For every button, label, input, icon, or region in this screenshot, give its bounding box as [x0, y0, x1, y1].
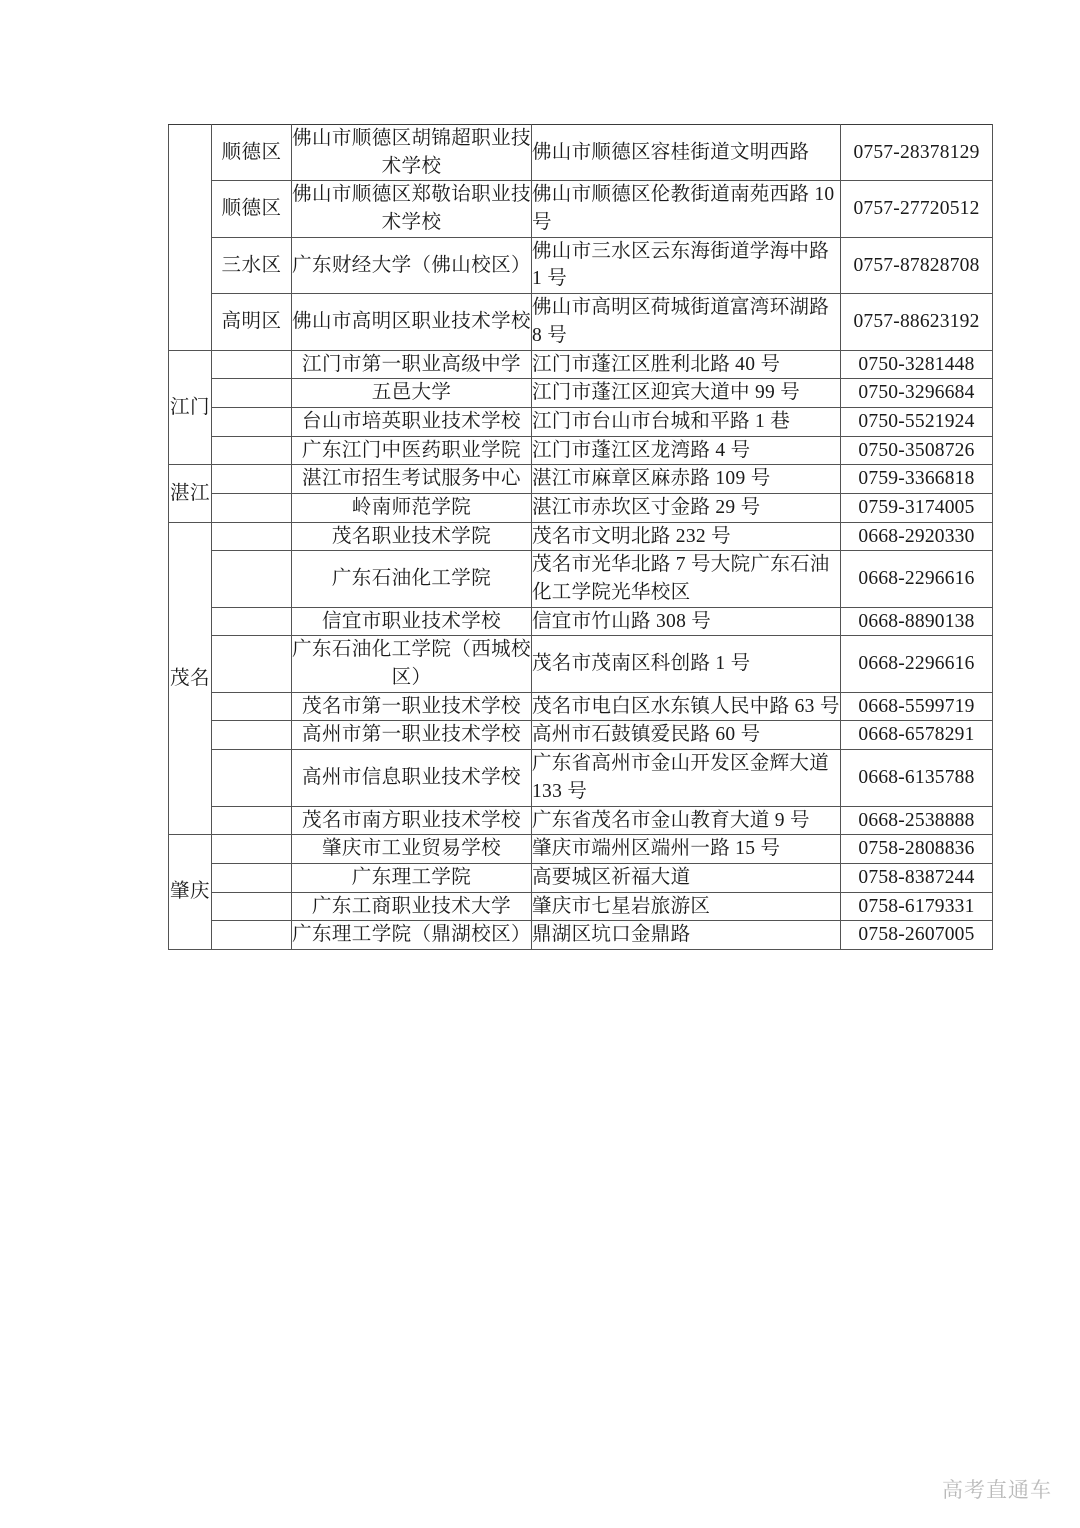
school-name-cell: 五邑大学 [292, 379, 532, 408]
address-cell: 江门市蓬江区龙湾路 4 号 [532, 436, 841, 465]
table-row [169, 636, 993, 692]
table-row [169, 350, 993, 379]
district-cell [212, 407, 292, 436]
address-cell: 鼎湖区坑口金鼎路 [532, 921, 841, 950]
contact-table-container [168, 124, 992, 950]
phone-number-cell: 0750-5521924 [841, 407, 993, 436]
address-cell: 佛山市三水区云东海街道学海中路 1 号 [532, 237, 841, 293]
table-row [169, 407, 993, 436]
table-row [169, 551, 993, 607]
phone-number-cell: 0757-28378129 [841, 125, 993, 181]
phone-number-cell: 0759-3366818 [841, 465, 993, 494]
address-cell: 湛江市赤坎区寸金路 29 号 [532, 493, 841, 522]
table-row [169, 921, 993, 950]
table-row [169, 465, 993, 494]
table-row [169, 892, 993, 921]
district-cell [212, 436, 292, 465]
address-cell: 信宜市竹山路 308 号 [532, 607, 841, 636]
phone-number-cell: 0758-2808836 [841, 835, 993, 864]
school-name-cell: 茂名职业技术学院 [292, 522, 532, 551]
district-cell [212, 551, 292, 607]
phone-number-cell: 0757-27720512 [841, 181, 993, 237]
school-name-cell: 广东财经大学（佛山校区） [292, 237, 532, 293]
city-cell: 茂名 [169, 522, 212, 835]
phone-number-cell: 0668-2920330 [841, 522, 993, 551]
school-name-cell: 茂名市南方职业技术学校 [292, 806, 532, 835]
table-row [169, 835, 993, 864]
district-cell [212, 863, 292, 892]
district-cell: 三水区 [212, 237, 292, 293]
school-name-cell: 广东工商职业技术大学 [292, 892, 532, 921]
address-cell: 肇庆市七星岩旅游区 [532, 892, 841, 921]
district-cell [212, 493, 292, 522]
address-cell: 茂名市电白区水东镇人民中路 63 号 [532, 692, 841, 721]
address-cell: 佛山市顺德区容桂街道文明西路 [532, 125, 841, 181]
table-row [169, 493, 993, 522]
city-cell: 湛江 [169, 465, 212, 522]
table-row [169, 379, 993, 408]
address-cell: 茂名市光华北路 7 号大院广东石油化工学院光华校区 [532, 551, 841, 607]
address-cell: 佛山市高明区荷城街道富湾环湖路 8 号 [532, 294, 841, 350]
school-name-cell: 广东理工学院 [292, 863, 532, 892]
district-cell [212, 750, 292, 806]
phone-number-cell: 0758-6179331 [841, 892, 993, 921]
address-cell: 高要城区祈福大道 [532, 863, 841, 892]
school-name-cell: 广东理工学院（鼎湖校区） [292, 921, 532, 950]
table-row [169, 721, 993, 750]
district-cell [212, 921, 292, 950]
city-cell: 江门 [169, 350, 212, 465]
district-cell [212, 721, 292, 750]
table-row [169, 125, 993, 181]
table-row [169, 863, 993, 892]
district-cell [212, 522, 292, 551]
district-cell [212, 692, 292, 721]
district-cell [212, 892, 292, 921]
address-cell: 江门市蓬江区胜利北路 40 号 [532, 350, 841, 379]
school-name-cell: 湛江市招生考试服务中心 [292, 465, 532, 494]
phone-number-cell: 0668-6578291 [841, 721, 993, 750]
school-name-cell: 岭南师范学院 [292, 493, 532, 522]
district-cell [212, 379, 292, 408]
table-row [169, 522, 993, 551]
watermark-text: 高考直通车 [942, 1478, 1052, 1502]
school-name-cell: 广东石油化工学院（西城校区） [292, 636, 532, 692]
district-cell [212, 636, 292, 692]
table-body [169, 125, 993, 950]
school-name-cell: 佛山市顺德区郑敬诒职业技术学校 [292, 181, 532, 237]
phone-number-cell: 0750-3508726 [841, 436, 993, 465]
city-cell: 肇庆 [169, 835, 212, 950]
school-name-cell: 信宜市职业技术学校 [292, 607, 532, 636]
address-cell: 高州市石鼓镇爱民路 60 号 [532, 721, 841, 750]
address-cell: 湛江市麻章区麻赤路 109 号 [532, 465, 841, 494]
phone-number-cell: 0750-3296684 [841, 379, 993, 408]
phone-number-cell: 0668-6135788 [841, 750, 993, 806]
district-cell [212, 835, 292, 864]
phone-number-cell: 0757-88623192 [841, 294, 993, 350]
table-row [169, 181, 993, 237]
address-cell: 江门市台山市台城和平路 1 巷 [532, 407, 841, 436]
phone-number-cell: 0750-3281448 [841, 350, 993, 379]
address-cell: 佛山市顺德区伦教街道南苑西路 10 号 [532, 181, 841, 237]
school-name-cell: 高州市第一职业技术学校 [292, 721, 532, 750]
district-cell: 顺德区 [212, 181, 292, 237]
address-cell: 广东省茂名市金山教育大道 9 号 [532, 806, 841, 835]
school-name-cell: 肇庆市工业贸易学校 [292, 835, 532, 864]
table-row [169, 436, 993, 465]
table-row [169, 237, 993, 293]
phone-number-cell: 0758-2607005 [841, 921, 993, 950]
school-name-cell: 广东石油化工学院 [292, 551, 532, 607]
address-cell: 江门市蓬江区迎宾大道中 99 号 [532, 379, 841, 408]
table-row [169, 806, 993, 835]
school-name-cell: 台山市培英职业技术学校 [292, 407, 532, 436]
district-cell [212, 806, 292, 835]
table-row [169, 607, 993, 636]
address-cell: 肇庆市端州区端州一路 15 号 [532, 835, 841, 864]
school-name-cell: 高州市信息职业技术学校 [292, 750, 532, 806]
school-name-cell: 广东江门中医药职业学院 [292, 436, 532, 465]
table-row [169, 294, 993, 350]
address-cell: 茂名市茂南区科创路 1 号 [532, 636, 841, 692]
phone-number-cell: 0668-2296616 [841, 551, 993, 607]
phone-number-cell: 0757-87828708 [841, 237, 993, 293]
table-row [169, 692, 993, 721]
phone-number-cell: 0759-3174005 [841, 493, 993, 522]
phone-number-cell: 0668-2296616 [841, 636, 993, 692]
phone-number-cell: 0758-8387244 [841, 863, 993, 892]
district-cell: 高明区 [212, 294, 292, 350]
district-cell: 顺德区 [212, 125, 292, 181]
district-cell [212, 465, 292, 494]
school-name-cell: 佛山市顺德区胡锦超职业技术学校 [292, 125, 532, 181]
address-cell: 广东省高州市金山开发区金辉大道 133 号 [532, 750, 841, 806]
city-cell [169, 125, 212, 351]
exam-site-contact-table [168, 124, 993, 950]
phone-number-cell: 0668-2538888 [841, 806, 993, 835]
address-cell: 茂名市文明北路 232 号 [532, 522, 841, 551]
table-row [169, 750, 993, 806]
district-cell [212, 350, 292, 379]
phone-number-cell: 0668-5599719 [841, 692, 993, 721]
phone-number-cell: 0668-8890138 [841, 607, 993, 636]
school-name-cell: 江门市第一职业高级中学 [292, 350, 532, 379]
district-cell [212, 607, 292, 636]
school-name-cell: 佛山市高明区职业技术学校 [292, 294, 532, 350]
school-name-cell: 茂名市第一职业技术学校 [292, 692, 532, 721]
